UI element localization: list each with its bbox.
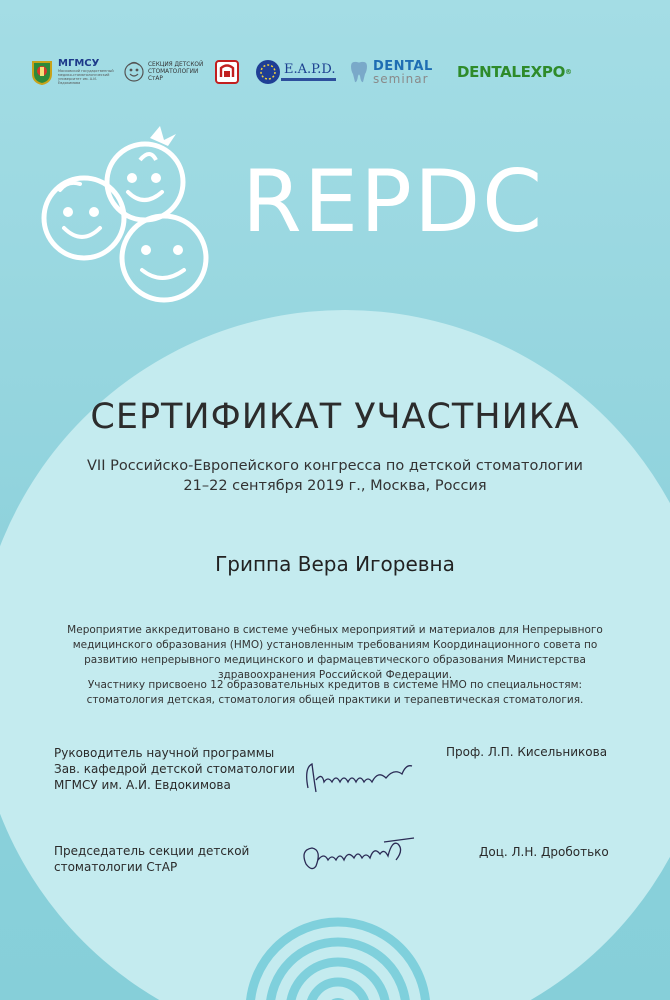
signatory-1-role-line1: Руководитель научной программы bbox=[54, 746, 275, 760]
dentalexpo-logo bbox=[457, 52, 572, 92]
dental-seminar-top: DENTAL bbox=[373, 58, 433, 74]
signatory-2-name: Доц. Л.Н. Дроботько bbox=[479, 845, 609, 859]
star-emblem-icon bbox=[215, 59, 239, 85]
signatory-2-role-line2: стоматологии СтАР bbox=[54, 860, 178, 874]
signatory-2-role bbox=[54, 843, 249, 875]
dentalexpo-registered-mark: ® bbox=[565, 68, 572, 76]
congress-date-place: 21–22 сентября 2019 г., Москва, Россия bbox=[183, 478, 487, 494]
certificate-heading: СЕРТИФИКАТ УЧАСТНИКА bbox=[90, 397, 580, 437]
dental-seminar-logo bbox=[348, 52, 433, 92]
tooth-icon bbox=[348, 60, 370, 84]
partner-logos bbox=[30, 52, 650, 92]
signatory-2-role-line1: Председатель секции детской bbox=[54, 844, 250, 858]
signatory-2-signature bbox=[296, 830, 421, 880]
mgmsu-title: МГМСУ bbox=[58, 58, 100, 69]
brand-title: REPDC bbox=[242, 152, 545, 252]
mgmsu-subtitle: Московский государственный медико-стоматологический университет им. А.И. Евдокимова bbox=[58, 69, 114, 85]
credits-paragraph: Участнику присвоено 12 образовательных кредитов в системе НМО по специальностям: стоматология детская, стоматология общей практики и терапевтическая стоматология. bbox=[86, 679, 584, 706]
section-logo bbox=[123, 52, 203, 92]
dental-seminar-bottom: seminar bbox=[373, 71, 429, 86]
dentalexpo-text: DENTALEXPO bbox=[457, 63, 566, 81]
recipient-name: Гриппа Вера Игоревна bbox=[215, 552, 455, 576]
mgmsu-logo bbox=[30, 52, 116, 92]
accreditation-paragraph: Мероприятие аккредитовано в системе учебных мероприятий и материалов для Непрерывного медицинского образования (НМО) установленным требованиям Координационного совета по развитию непрерывного медицинского и фармацевтического образования Министерства здравоохранения Российской Федерации. bbox=[67, 624, 603, 681]
signatory-1-name: Проф. Л.П. Кисельникова bbox=[446, 745, 608, 759]
signatory-1-role-line2: Зав. кафедрой детской стоматологии bbox=[54, 762, 295, 776]
star-logo bbox=[215, 52, 239, 92]
signatory-1-signature bbox=[302, 758, 422, 798]
mgmsu-emblem-icon bbox=[30, 59, 54, 85]
eapd-band bbox=[281, 78, 336, 81]
signatory-1-role-line3: МГМСУ им. А.И. Евдокимова bbox=[54, 778, 231, 792]
signatory-1-role bbox=[54, 745, 295, 793]
congress-title: VII Российско-Европейского конгресса по детской стоматологии bbox=[87, 458, 583, 474]
eapd-text: E.A.P.D. bbox=[284, 62, 336, 77]
eapd-logo bbox=[255, 52, 336, 92]
child-face-icon bbox=[123, 59, 145, 85]
section-logo-text: СЕКЦИЯ ДЕТСКОЙ СТОМАТОЛОГИИ СтАР bbox=[148, 61, 204, 82]
eu-globe-icon bbox=[255, 59, 281, 85]
smiling-children-logo-icon bbox=[38, 120, 238, 310]
